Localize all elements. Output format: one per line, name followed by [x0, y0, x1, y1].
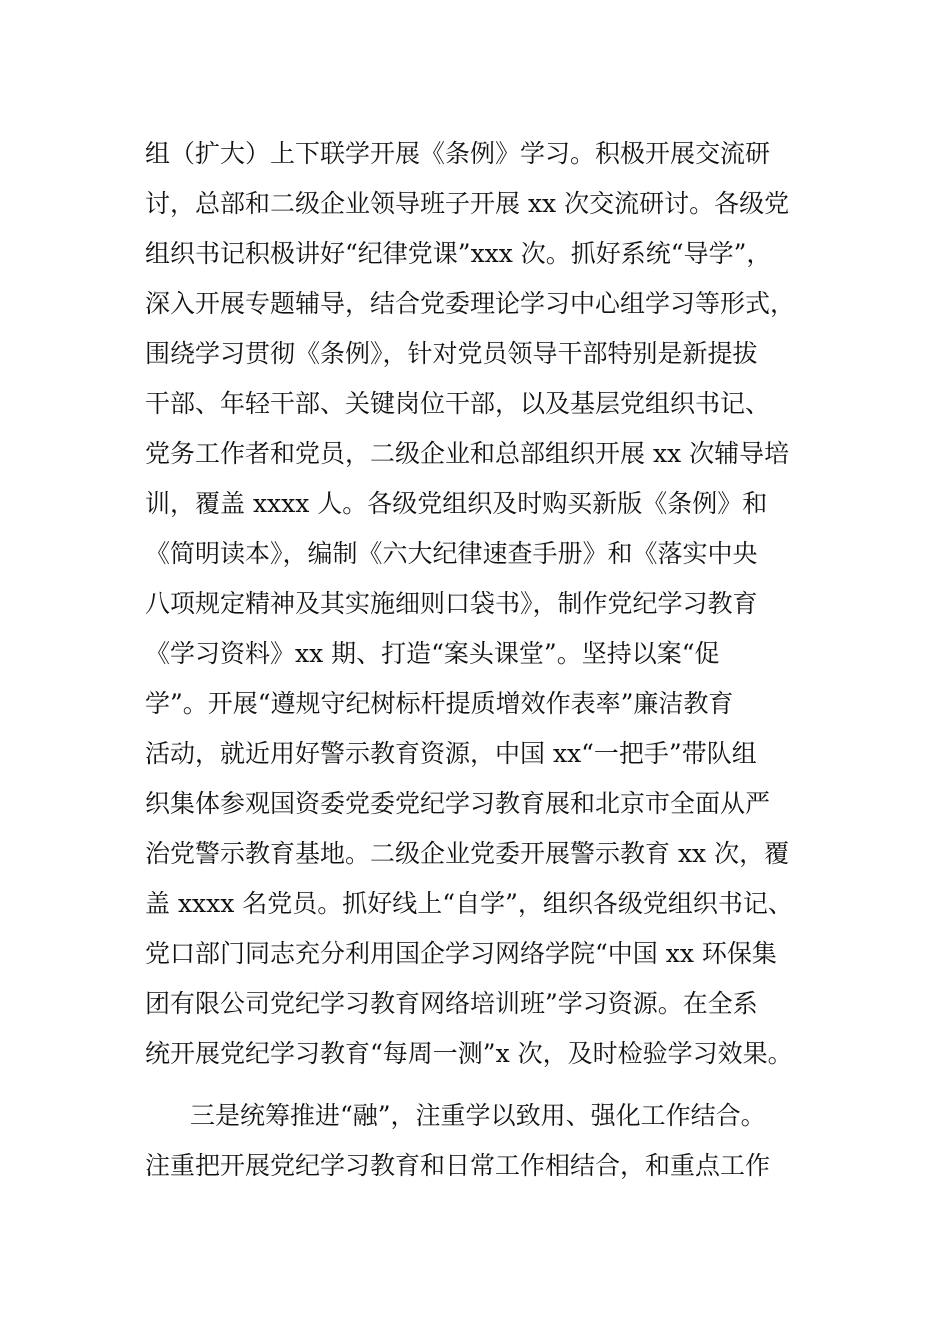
text-line: 党务工作者和党员，二级企业和总部组织开展 xx 次辅导培: [145, 439, 790, 468]
text-line: 《简明读本》，编制《六大纪律速查手册》和《落实中央: [145, 539, 758, 568]
text-line: 《学习资料》xx 期、打造“案头课堂”。坚持以案“促: [145, 639, 720, 668]
text-line: 织集体参观国资委党委党纪学习教育展和北京市全面从严: [145, 789, 771, 818]
text-line: 党口部门同志充分利用国企学习网络学院“中国 xx 环保集: [145, 939, 777, 968]
text-line: 三是统筹推进“融”，注重学以致用、强化工作结合。: [190, 1101, 766, 1130]
text-line: 讨，总部和二级企业领导班子开展 xx 次交流研讨。各级党: [145, 189, 790, 218]
text-line: 八项规定精神及其实施细则口袋书》，制作党纪学习教育: [145, 589, 758, 618]
text-line: 围绕学习贯彻《条例》，针对党员领导干部特别是新提拔: [145, 339, 758, 368]
text-line: 组织书记积极讲好“纪律党课”xxx 次。抓好系统“导学”，: [145, 239, 772, 268]
text-line: 治党警示教育基地。二级企业党委开展警示教育 xx 次，覆: [145, 839, 790, 868]
text-line: 学”。开展“遵规守纪树标杆提质增效作表率”廉洁教育: [145, 689, 734, 718]
text-line: 统开展党纪学习教育“每周一测”x 次，及时检验学习效果。: [145, 1039, 793, 1068]
text-line: 训，覆盖 xxxx 人。各级党组织及时购买新版《条例》和: [145, 489, 768, 518]
text-line: 注重把开展党纪学习教育和日常工作相结合，和重点工作: [145, 1151, 771, 1180]
text-line: 干部、年轻干部、关键岗位干部，以及基层党组织书记、: [145, 389, 771, 418]
text-line: 活动，就近用好警示教育资源，中国 xx“一把手”带队组: [145, 739, 757, 768]
text-line: 组（扩大）上下联学开展《条例》学习。积极开展交流研: [145, 139, 771, 168]
text-line: 深入开展专题辅导，结合党委理论学习中心组学习等形式，: [145, 289, 796, 318]
text-line: 团有限公司党纪学习教育网络培训班”学习资源。在全系: [145, 989, 758, 1018]
text-line: 盖 xxxx 名党员。抓好线上“自学”，组织各级党组织书记、: [145, 889, 793, 918]
